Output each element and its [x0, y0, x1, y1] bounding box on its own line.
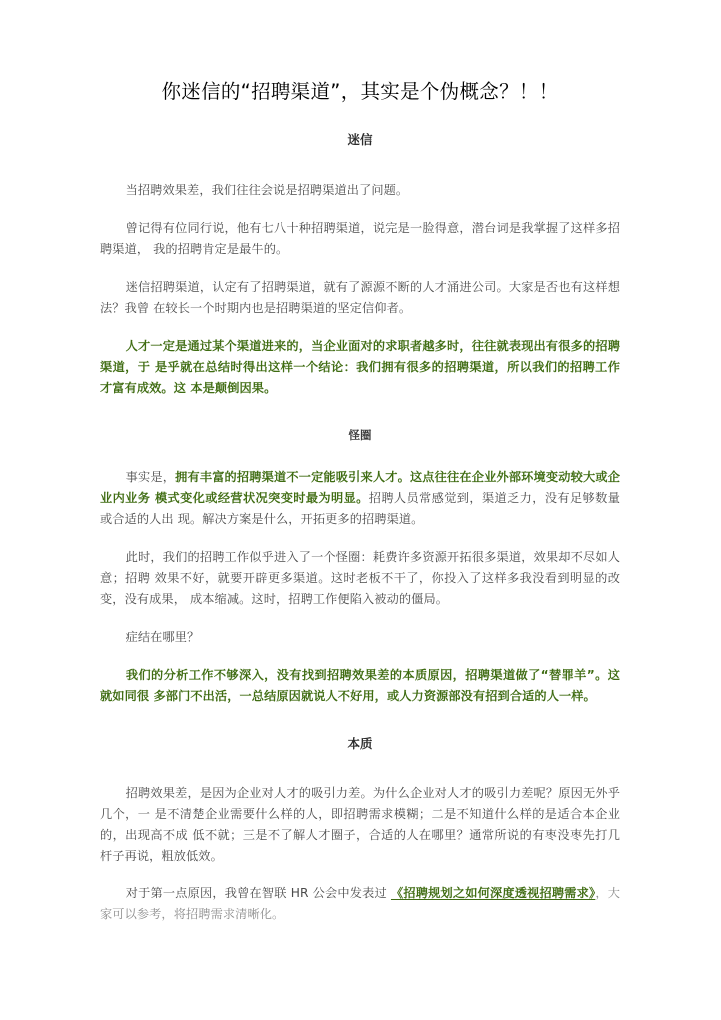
text-run: 迷信招聘渠道，认定有了招聘渠道，就有了源源不断的人才涌进公司。大家是否也有这样想法？我曾 在较长一个时期内也是招聘渠道的坚定信仰者。 — [100, 279, 620, 315]
text-run-emphasis: 人才一定是通过某个渠道进来的，当企业面对的求职者越多时，往往就表现出有很多的招聘渠道，于 是乎就在总结时得出这样一个结论：我们拥有很多的招聘渠道，所以我们的招聘工作才富有成效。这 本是颠倒因果。 — [100, 338, 620, 395]
text-run: 症结在哪里？ — [125, 629, 200, 644]
paragraph-question — [100, 627, 620, 648]
paragraph — [100, 180, 620, 201]
text-run: 对于第一点原因，我曾在智联 HR 公会中发表过 — [125, 886, 391, 901]
paragraph-highlighted — [100, 665, 620, 707]
paragraph-mixed — [100, 467, 620, 530]
section-heading-guaiquan: 怪圈 — [348, 427, 372, 442]
paragraph-with-link — [100, 883, 620, 925]
text-run: 招聘人员常感觉到，渠道乏力，没有足够数量或合适的人出 现。解决方案是什么，开拓更多的招聘渠道。 — [100, 490, 620, 526]
document-content — [100, 0, 620, 925]
text-run: 此时，我们的招聘工作似乎进入了一个怪圈：耗费许多资源开拓很多渠道，效果却不尽如人意；招聘 效果不好，就要开辟更多渠道。这时老板不干了，你投入了这样多我没看到明显的改变，没有成果， 成本缩减。这时，招聘工作便陷入被动的僵局。 — [100, 549, 620, 606]
page-title: 你迷信的“招聘渠道”，其实是个伪概念？！！ — [161, 80, 559, 103]
paragraph — [100, 783, 620, 867]
section-heading-mixin: 迷信 — [347, 132, 373, 148]
text-run-emphasis: 拥有丰富的招聘渠道不一定能吸引来人才。这点往往在企业外部环境变动较大或企业内业务 模式变化或经营状况突变时最为明显。 — [100, 469, 620, 505]
paragraph — [100, 277, 620, 319]
text-run: 曾记得有位同行说，他有七八十种招聘渠道，说完是一脸得意，潜台词是我掌握了这样多招聘渠道， 我的招聘肯定是最牛的。 — [100, 220, 620, 256]
text-run-emphasis: 我们的分析工作不够深入，没有找到招聘效果差的本质原因，招聘渠道做了“替罪羊”。这就如同很 多部门不出活，一总结原因就说人不好用，或人力资源部没有招到合适的人一样。 — [100, 667, 620, 703]
paragraph — [100, 547, 620, 610]
text-run: 事实是， — [125, 469, 176, 484]
text-run-serif: ，大家可以参考，将招聘需求清晰化。 — [100, 886, 621, 922]
text-run: 当招聘效果差，我们往往会说是招聘渠道出了问题。 — [125, 182, 409, 197]
text-run: 招聘效果差，是因为企业对人才的吸引力差。为什么企业对人才的吸引力差呢？原因无外乎几个，一 是不清楚企业需要什么样的人，即招聘需求模糊；二是不知道什么样的是适合本企业的，出现高不成 低不就；三是不了解人才圈子，合适的人在哪里？通常所说的有枣没枣先打几杆子再说，粗放低效。 — [100, 786, 620, 864]
article-reference-link[interactable]: 《招聘规划之如何深度透视招聘需求》 — [390, 886, 596, 901]
section-heading-benzhi: 本质 — [347, 735, 373, 751]
paragraph — [100, 218, 620, 260]
paragraph-highlighted — [100, 336, 620, 399]
